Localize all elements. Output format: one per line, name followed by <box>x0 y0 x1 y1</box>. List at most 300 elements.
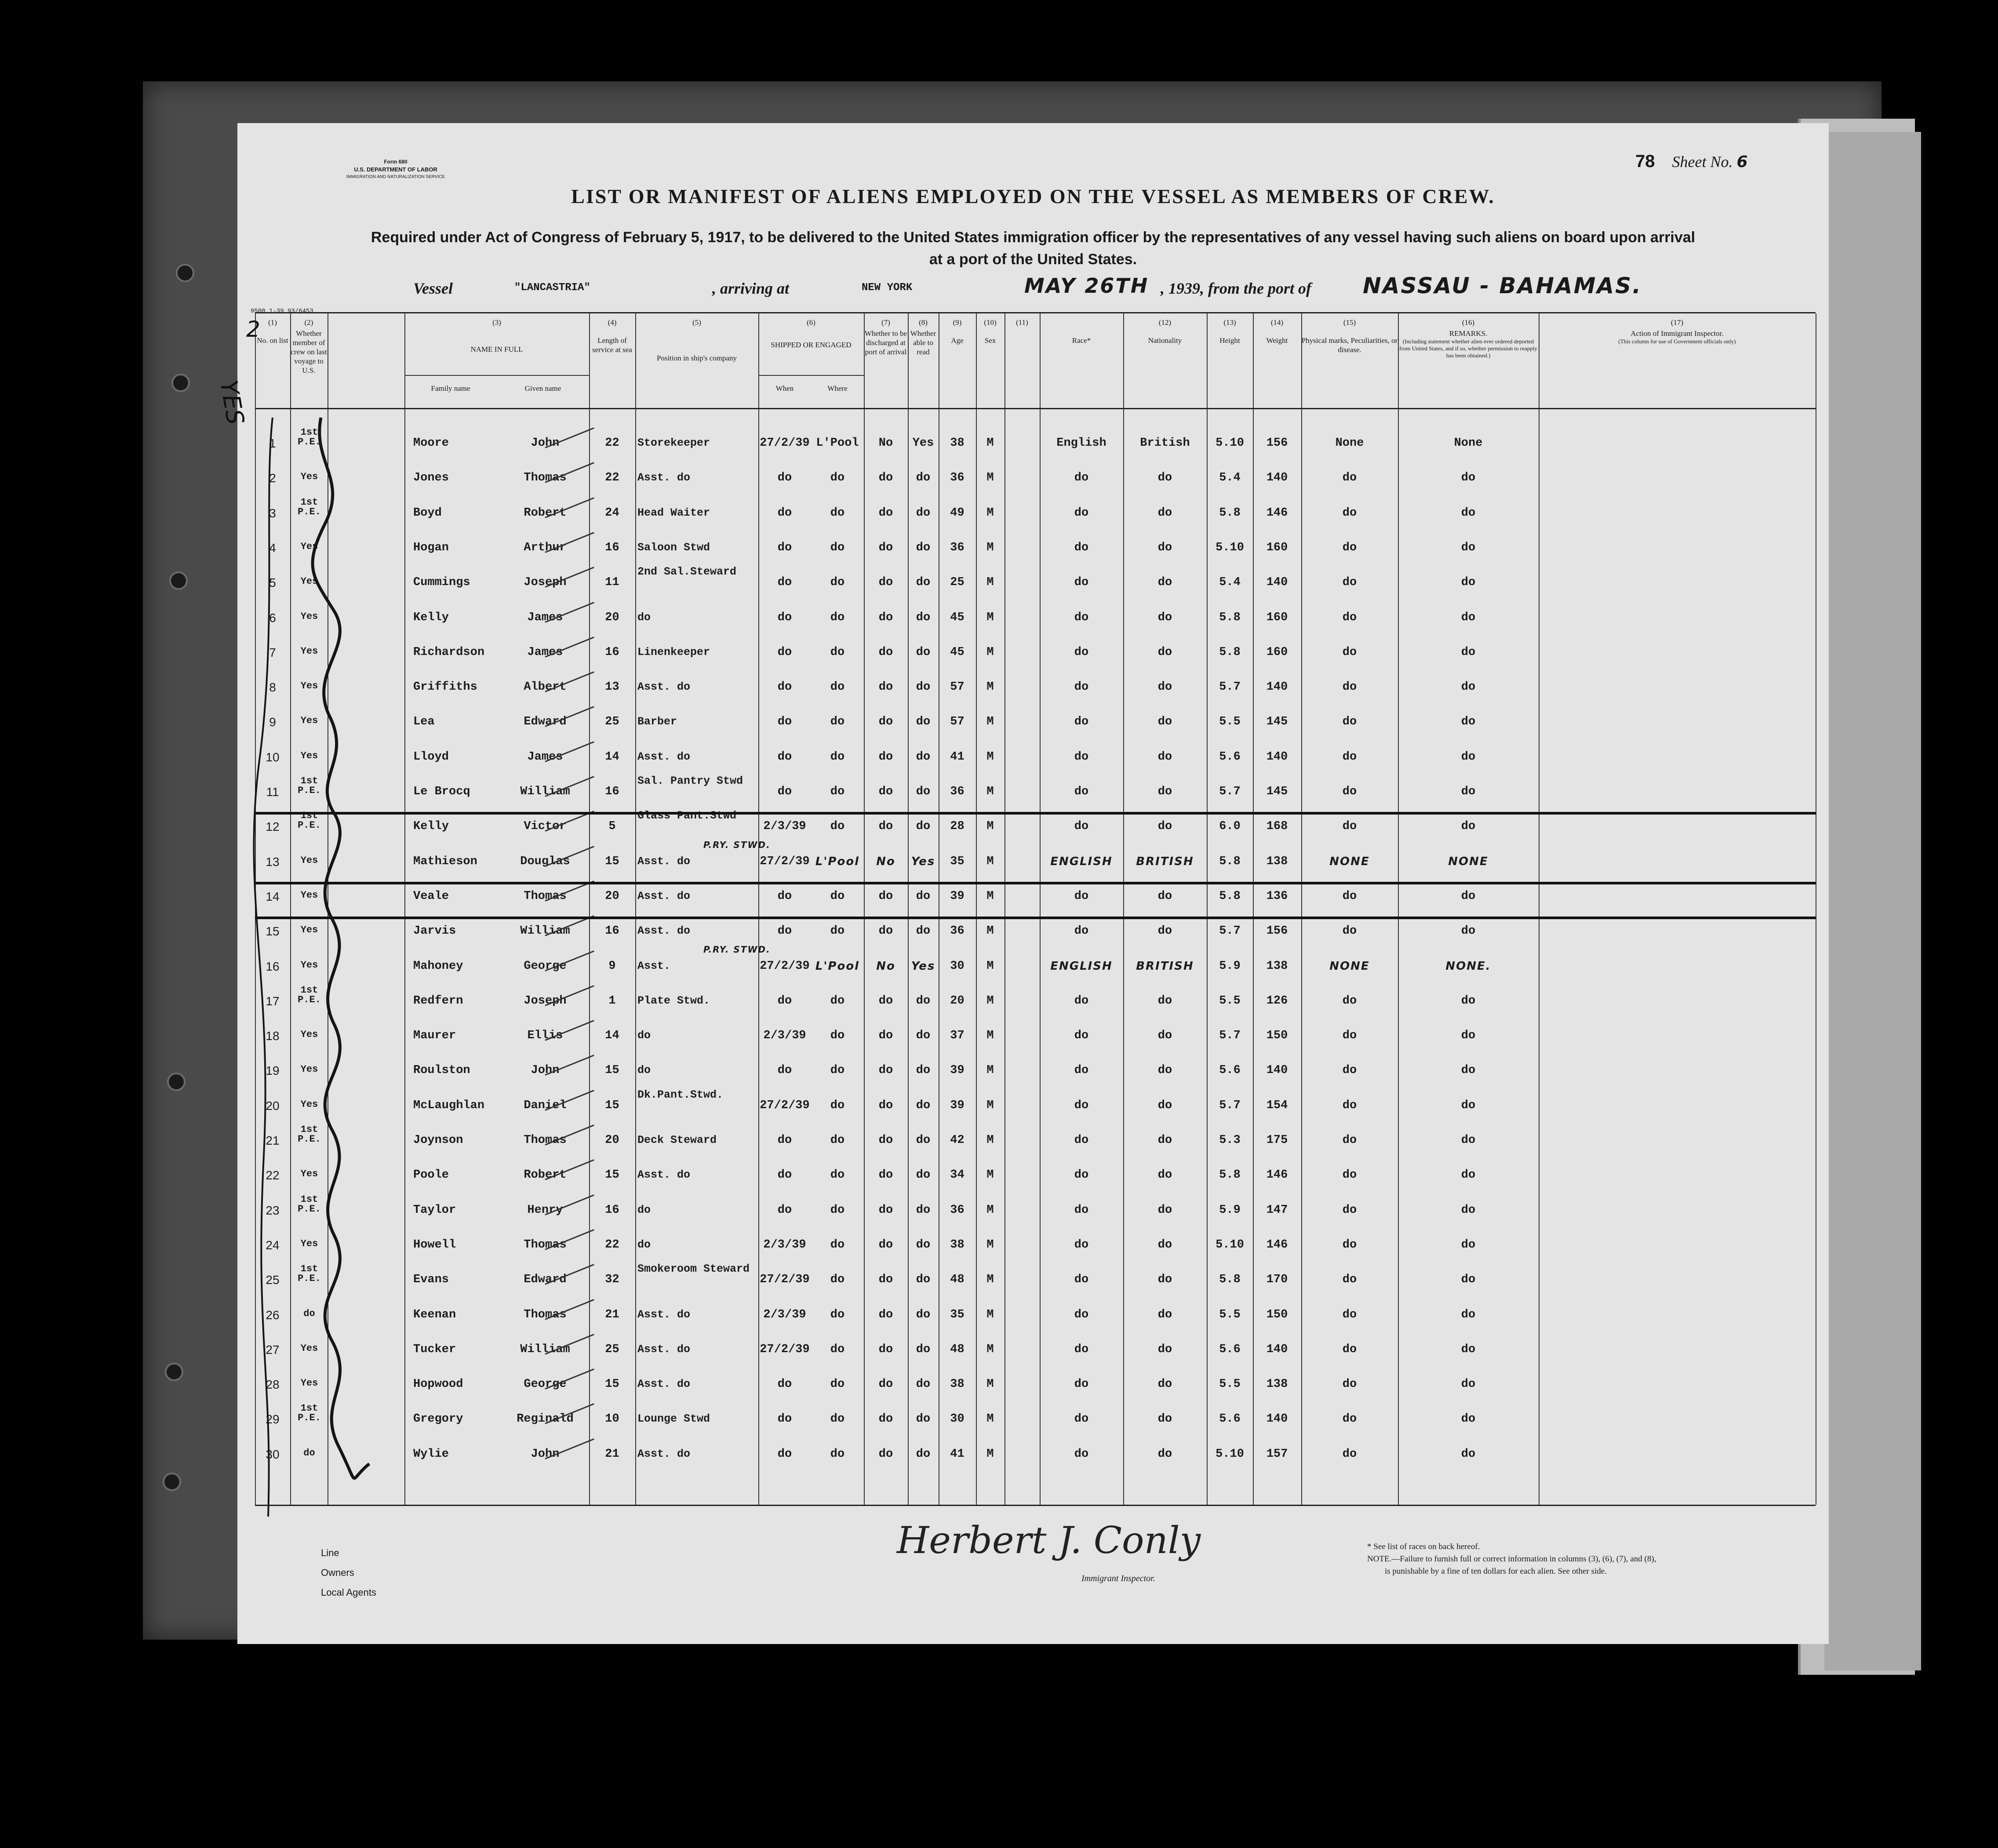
cell-wt: 140 <box>1266 1412 1288 1426</box>
cell-wt: 175 <box>1266 1134 1288 1147</box>
cell-n: 26 <box>266 1308 280 1322</box>
cell-where: do <box>830 1342 845 1356</box>
cell-wt: 145 <box>1266 715 1288 729</box>
cell-age: 49 <box>950 506 964 520</box>
cell-dis: do <box>878 541 893 554</box>
cell-phys: do <box>1342 889 1357 903</box>
cell-n: 14 <box>266 889 280 903</box>
cell-len: 20 <box>605 889 619 903</box>
cell-wt: 168 <box>1266 820 1288 833</box>
cell-age: 37 <box>950 1029 964 1043</box>
cell-ht: 5.10 <box>1216 1238 1244 1251</box>
cell-phys: do <box>1342 680 1357 694</box>
cell-v: do <box>303 1447 315 1459</box>
cell-read: do <box>916 1308 931 1321</box>
cell-read: do <box>916 1447 931 1461</box>
cell-ht: 5.6 <box>1219 750 1241 764</box>
cell-phys: do <box>1342 1342 1357 1356</box>
cell-fam: Tucker <box>413 1342 456 1356</box>
margin-mark-number: 2 <box>246 316 260 342</box>
cell-nat: British <box>1140 437 1190 450</box>
cell-len: 15 <box>605 1064 619 1077</box>
cell-phys: do <box>1342 715 1357 729</box>
cell-v: 1st P.E. <box>298 427 321 447</box>
cell-n: 21 <box>266 1134 280 1147</box>
cell-race: do <box>1074 1447 1089 1461</box>
cell-where: do <box>830 471 845 485</box>
cell-giv: Thomas <box>524 1308 567 1321</box>
cell-age: 42 <box>950 1134 964 1147</box>
header-col6: (6) SHIPPED OR ENGAGED <box>771 318 852 349</box>
cell-phys: do <box>1342 541 1357 554</box>
cell-wt: 145 <box>1266 785 1288 798</box>
cell-read: do <box>916 680 931 694</box>
cell-age: 39 <box>950 1099 964 1112</box>
cell-where: L'Pool <box>815 855 860 868</box>
cell-age: 36 <box>950 1203 964 1217</box>
cell-pos: Barber <box>637 715 677 728</box>
cell-where: do <box>830 1203 845 1217</box>
cell-race: do <box>1074 924 1089 938</box>
cell-read: do <box>916 1412 931 1426</box>
cell-when: do <box>777 1168 792 1182</box>
cell-fam: Evans <box>413 1273 449 1287</box>
header-col8: (8) Whether able to read <box>910 318 936 356</box>
cell-when: do <box>777 541 792 554</box>
cell-wt: 138 <box>1266 855 1288 868</box>
cell-nat: do <box>1157 1168 1172 1182</box>
cell-wt: 150 <box>1266 1308 1288 1321</box>
cell-giv: Douglas <box>520 855 570 868</box>
cell-v: Yes <box>300 1099 318 1110</box>
binder-hole <box>171 374 190 392</box>
cell-sex: M <box>986 959 994 973</box>
cell-race: do <box>1074 785 1089 798</box>
vessel-label: Vessel <box>413 280 453 297</box>
cell-read: Yes <box>911 855 935 868</box>
cell-giv: John <box>531 437 560 450</box>
col-divider <box>976 313 977 1505</box>
cell-n: 25 <box>266 1273 280 1287</box>
cell-where: do <box>830 1273 845 1287</box>
cell-fam: Veale <box>413 889 449 903</box>
shipped-subheader-rule <box>758 375 864 376</box>
cell-n: 10 <box>266 750 280 764</box>
cell-where: do <box>830 1308 845 1321</box>
cell-nat: do <box>1157 1412 1172 1426</box>
cell-pos: Glass Pant.Stwd <box>637 809 737 822</box>
cell-dis: do <box>878 1273 893 1287</box>
cell-ht: 5.6 <box>1219 1412 1241 1426</box>
cell-nat: do <box>1157 1273 1172 1287</box>
cell-phys: do <box>1342 611 1357 624</box>
cell-dis: do <box>878 506 893 520</box>
cell-len: 15 <box>605 1099 619 1112</box>
cell-where: do <box>830 1447 845 1461</box>
cell-pos: Asst. do <box>637 924 691 938</box>
cell-sex: M <box>986 1238 994 1251</box>
cell-len: 20 <box>605 1134 619 1147</box>
cell-ht: 5.8 <box>1219 889 1241 903</box>
cell-wt: 160 <box>1266 645 1288 659</box>
cell-age: 35 <box>950 855 964 868</box>
cell-nat: do <box>1157 1238 1172 1251</box>
cell-pos: Asst. do <box>637 1308 691 1321</box>
cell-dis: do <box>878 680 893 694</box>
cell-pos: Asst. do <box>637 680 691 694</box>
cell-age: 45 <box>950 645 964 659</box>
cell-nat: do <box>1157 785 1172 798</box>
cell-fam: Richardson <box>413 645 485 659</box>
cell-nat: do <box>1157 924 1172 938</box>
cell-giv: Edward <box>524 1273 567 1287</box>
cell-age: 38 <box>950 437 964 450</box>
cell-where: do <box>830 541 845 554</box>
cell-rem: do <box>1461 785 1476 798</box>
cell-pos: Lounge Stwd <box>637 1412 710 1426</box>
cell-race: do <box>1074 611 1089 624</box>
header-col9: (9) Age <box>951 318 964 345</box>
cell-fam: Redfern <box>413 994 463 1008</box>
cell-phys: do <box>1342 1273 1357 1287</box>
cell-sex: M <box>986 889 994 903</box>
cell-nat: do <box>1157 1447 1172 1461</box>
cell-pos: Plate Stwd. <box>637 994 710 1007</box>
cell-phys: do <box>1342 750 1357 764</box>
cell-read: do <box>916 1064 931 1077</box>
cell-when: do <box>777 924 792 938</box>
cell-read: do <box>916 506 931 520</box>
col-divider <box>1301 313 1302 1505</box>
cell-giv: Thomas <box>524 471 567 485</box>
cell-where: L'Pool <box>816 437 859 450</box>
cell-n: 6 <box>269 611 276 625</box>
header-col13: (13) Height <box>1219 318 1240 345</box>
cell-when: do <box>777 994 792 1008</box>
cell-read: do <box>916 1029 931 1043</box>
cell-phys: do <box>1342 1378 1357 1391</box>
cell-len: 15 <box>605 1168 619 1182</box>
cell-fam: Moore <box>413 437 449 450</box>
cell-age: 38 <box>950 1238 964 1251</box>
cell-dis: No <box>878 437 893 450</box>
cell-len: 32 <box>605 1273 619 1287</box>
cell-race: do <box>1074 715 1089 729</box>
cell-ht: 5.8 <box>1219 1273 1241 1287</box>
cell-nat: do <box>1157 611 1172 624</box>
cell-race: do <box>1074 1168 1089 1182</box>
cell-nat: do <box>1157 576 1172 589</box>
cell-ht: 5.9 <box>1219 1203 1241 1217</box>
cell-rem: do <box>1461 645 1476 659</box>
cell-age: 36 <box>950 471 964 485</box>
cell-sex: M <box>986 471 994 485</box>
cell-rem: None <box>1454 437 1483 450</box>
cell-read: do <box>916 889 931 903</box>
cell-read: do <box>916 576 931 589</box>
cell-wt: 126 <box>1266 994 1288 1008</box>
cell-when: 2/3/39 <box>763 820 806 833</box>
cell-n: 17 <box>266 994 280 1008</box>
cell-n: 22 <box>266 1168 280 1182</box>
cell-when: do <box>777 576 792 589</box>
header-col-race-num: (11) <box>1016 318 1028 327</box>
header-col12: (12) Nationality <box>1148 318 1182 345</box>
cell-n: 15 <box>266 924 280 939</box>
cell-v: Yes <box>300 959 318 971</box>
cell-sex: M <box>986 1029 994 1043</box>
form-identifier <box>303 158 488 181</box>
local-agents-label: Local Agents <box>321 1587 376 1598</box>
cell-wt: 160 <box>1266 611 1288 624</box>
cell-where: do <box>830 994 845 1008</box>
cell-where: do <box>830 889 845 903</box>
cell-sex: M <box>986 645 994 659</box>
cell-len: 20 <box>605 611 619 624</box>
cell-nat: do <box>1157 1029 1172 1043</box>
cell-v: 1st P.E. <box>298 1193 321 1215</box>
cell-age: 25 <box>950 576 964 589</box>
cell-phys: do <box>1342 1134 1357 1147</box>
binder-hole <box>176 264 194 282</box>
col-divider <box>864 313 865 1505</box>
inspector-signature: Herbert J. Conly <box>897 1519 1201 1562</box>
cell-ht: 5.7 <box>1219 785 1241 798</box>
cell-v: Yes <box>300 611 318 622</box>
cell-where: do <box>830 506 845 520</box>
cell-wt: 156 <box>1266 924 1288 938</box>
department-name: U.S. DEPARTMENT OF LABOR <box>354 166 437 173</box>
cell-v: Yes <box>300 855 318 866</box>
cell-len: 16 <box>605 924 619 938</box>
cell-ht: 5.5 <box>1219 715 1241 729</box>
cell-age: 38 <box>950 1378 964 1391</box>
col-divider <box>1207 313 1208 1505</box>
cell-race: do <box>1074 889 1089 903</box>
cell-ht: 5.4 <box>1219 576 1241 589</box>
cell-sex: M <box>986 715 994 729</box>
cell-when: do <box>777 1447 792 1461</box>
cell-where: do <box>830 1412 845 1426</box>
cell-giv: Albert <box>524 680 567 694</box>
vessel-line <box>237 273 1829 306</box>
inspector-label: Immigrant Inspector. <box>1081 1574 1155 1583</box>
col-divider <box>758 313 759 1505</box>
cell-dis: do <box>878 1203 893 1217</box>
cell-fam: McLaughlan <box>413 1099 485 1112</box>
cell-race: do <box>1074 1412 1089 1426</box>
cell-age: 41 <box>950 750 964 764</box>
cell-sex: M <box>986 1342 994 1356</box>
cell-pos: do <box>637 1064 651 1077</box>
cell-when: do <box>777 750 792 764</box>
cell-age: 28 <box>950 820 964 833</box>
cell-where: do <box>830 645 845 659</box>
cell-wt: 146 <box>1266 1238 1288 1251</box>
cell-ht: 5.10 <box>1216 437 1244 450</box>
cell-where: do <box>830 1064 845 1077</box>
cell-pos: do <box>637 1238 651 1251</box>
cell-nat: BRITISH <box>1136 959 1194 973</box>
cell-pos: Asst. do <box>637 889 691 902</box>
cell-pos: Asst. do <box>637 855 691 868</box>
strike-line <box>255 882 1816 884</box>
cell-read: do <box>916 1168 931 1182</box>
col-divider <box>1004 313 1005 1505</box>
cell-where: do <box>830 785 845 798</box>
cell-wt: 157 <box>1266 1447 1288 1461</box>
cell-pos: Dk.Pant.Stwd. <box>637 1088 724 1101</box>
cell-phys: do <box>1342 820 1357 833</box>
cell-when: do <box>777 611 792 624</box>
binder-hole <box>163 1473 181 1491</box>
cell-when: do <box>777 1064 792 1077</box>
cell-n: 27 <box>266 1342 280 1357</box>
header-col5: (5) Position in ship's company <box>656 318 737 362</box>
cell-race: do <box>1074 994 1089 1008</box>
cell-wt: 150 <box>1266 1029 1288 1043</box>
cell-race: do <box>1074 1273 1089 1287</box>
cell-phys: None <box>1335 437 1364 450</box>
cell-race: do <box>1074 680 1089 694</box>
cell-read: do <box>916 1273 931 1287</box>
cell-v: 1st P.E. <box>298 810 321 831</box>
cell-pos: Linenkeeper <box>637 645 710 658</box>
cell-rem: do <box>1461 1134 1476 1147</box>
strike-line <box>255 812 1816 815</box>
cell-fam: Cummings <box>413 576 470 589</box>
cell-fam: Jones <box>413 471 449 485</box>
header-where: Where <box>827 384 848 393</box>
cell-phys: do <box>1342 785 1357 798</box>
cell-rem: NONE <box>1448 855 1488 868</box>
cell-when: do <box>777 715 792 729</box>
cell-dis: do <box>878 1378 893 1391</box>
cell-fam: Jarvis <box>413 924 456 938</box>
cell-dis: do <box>878 1134 893 1147</box>
cell-age: 36 <box>950 924 964 938</box>
cell-when: do <box>777 1378 792 1391</box>
cell-n: 4 <box>269 541 276 555</box>
cell-read: do <box>916 924 931 938</box>
cell-rem: do <box>1461 820 1476 833</box>
cell-read: do <box>916 994 931 1008</box>
header-col4: (4) Length of service at sea <box>592 318 632 354</box>
cell-when: do <box>777 645 792 659</box>
cell-sex: M <box>986 924 994 938</box>
cell-v: 1st P.E. <box>298 1124 321 1145</box>
cell-len: 21 <box>605 1308 619 1321</box>
cell-v: Yes <box>300 645 318 657</box>
cell-phys: do <box>1342 1308 1357 1321</box>
cell-rem: do <box>1461 1029 1476 1043</box>
cell-len: 9 <box>608 959 616 973</box>
cell-giv: Robert <box>524 506 567 520</box>
cell-pos: do <box>637 1203 651 1216</box>
cell-fam: Kelly <box>413 611 449 624</box>
cell-age: 20 <box>950 994 964 1008</box>
col-divider <box>635 313 636 1505</box>
cell-fam: Maurer <box>413 1029 456 1043</box>
cell-v: Yes <box>300 715 318 727</box>
cell-ht: 5.6 <box>1219 1342 1241 1356</box>
cell-fam: Howell <box>413 1238 456 1251</box>
col-divider <box>1398 313 1399 1505</box>
cell-where: do <box>830 1238 845 1251</box>
cell-pos: Asst. <box>637 959 671 972</box>
cell-n: 5 <box>269 576 276 590</box>
cell-n: 28 <box>266 1378 280 1392</box>
cell-dis: do <box>878 1412 893 1426</box>
cell-age: 41 <box>950 1447 964 1461</box>
cell-dis: do <box>878 471 893 485</box>
cell-giv: John <box>531 1064 560 1077</box>
cell-nat: do <box>1157 1064 1172 1077</box>
cell-age: 39 <box>950 1064 964 1077</box>
cell-sex: M <box>986 750 994 764</box>
cell-v: Yes <box>300 1342 318 1354</box>
cell-rem: do <box>1461 924 1476 938</box>
cell-ht: 5.10 <box>1216 541 1244 554</box>
cell-phys: do <box>1342 1238 1357 1251</box>
cell-rem: do <box>1461 471 1476 485</box>
cell-fam: Joynson <box>413 1134 463 1147</box>
cell-sex: M <box>986 1203 994 1217</box>
arriving-label: , arriving at <box>712 280 790 297</box>
header-col2: (2) Whether member of crew on last voyage to U.S. <box>291 318 327 375</box>
cell-wt: 138 <box>1266 1378 1288 1391</box>
cell-nat: do <box>1157 645 1172 659</box>
cell-dis: No <box>876 855 895 868</box>
cell-n: 2 <box>269 471 276 485</box>
cell-wt: 154 <box>1266 1099 1288 1112</box>
cell-when: do <box>777 785 792 798</box>
cell-v: Yes <box>300 576 318 587</box>
cell-n: 29 <box>266 1412 280 1426</box>
cell-rem: do <box>1461 889 1476 903</box>
cell-n: 30 <box>266 1447 280 1461</box>
cell-n: 8 <box>269 680 276 695</box>
cell-race: do <box>1074 1308 1089 1321</box>
cell-rem: do <box>1461 1099 1476 1112</box>
cell-fam: Poole <box>413 1168 449 1182</box>
cell-read: do <box>916 541 931 554</box>
cell-dis: do <box>878 645 893 659</box>
cell-age: 30 <box>950 959 964 973</box>
cell-len: 25 <box>605 1342 619 1356</box>
cell-dis: do <box>878 1168 893 1182</box>
cell-rem: do <box>1461 715 1476 729</box>
cell-rem: do <box>1461 680 1476 694</box>
service-name: IMMIGRATION AND NATURALIZATION SERVICE <box>346 175 445 179</box>
cell-wt: 140 <box>1266 576 1288 589</box>
cell-fam: Lea <box>413 715 435 729</box>
cell-when: do <box>777 506 792 520</box>
cell-wt: 147 <box>1266 1203 1288 1217</box>
cell-len: 1 <box>608 994 616 1008</box>
header-col17: (17) Action of Immigrant Inspector. (This column for use of Government officials only) <box>1618 318 1736 345</box>
sheet-number <box>1635 152 1749 171</box>
cell-dis: do <box>878 924 893 938</box>
cell-when: do <box>777 1412 792 1426</box>
cell-sex: M <box>986 1134 994 1147</box>
manifest-sheet <box>237 123 1829 1644</box>
header-col1: (1) No. on list <box>257 318 288 345</box>
margin-ditto-mark <box>246 409 387 1534</box>
cell-phys: do <box>1342 645 1357 659</box>
cell-read: do <box>916 471 931 485</box>
year-label: , 1939, from the port of <box>1161 280 1312 297</box>
